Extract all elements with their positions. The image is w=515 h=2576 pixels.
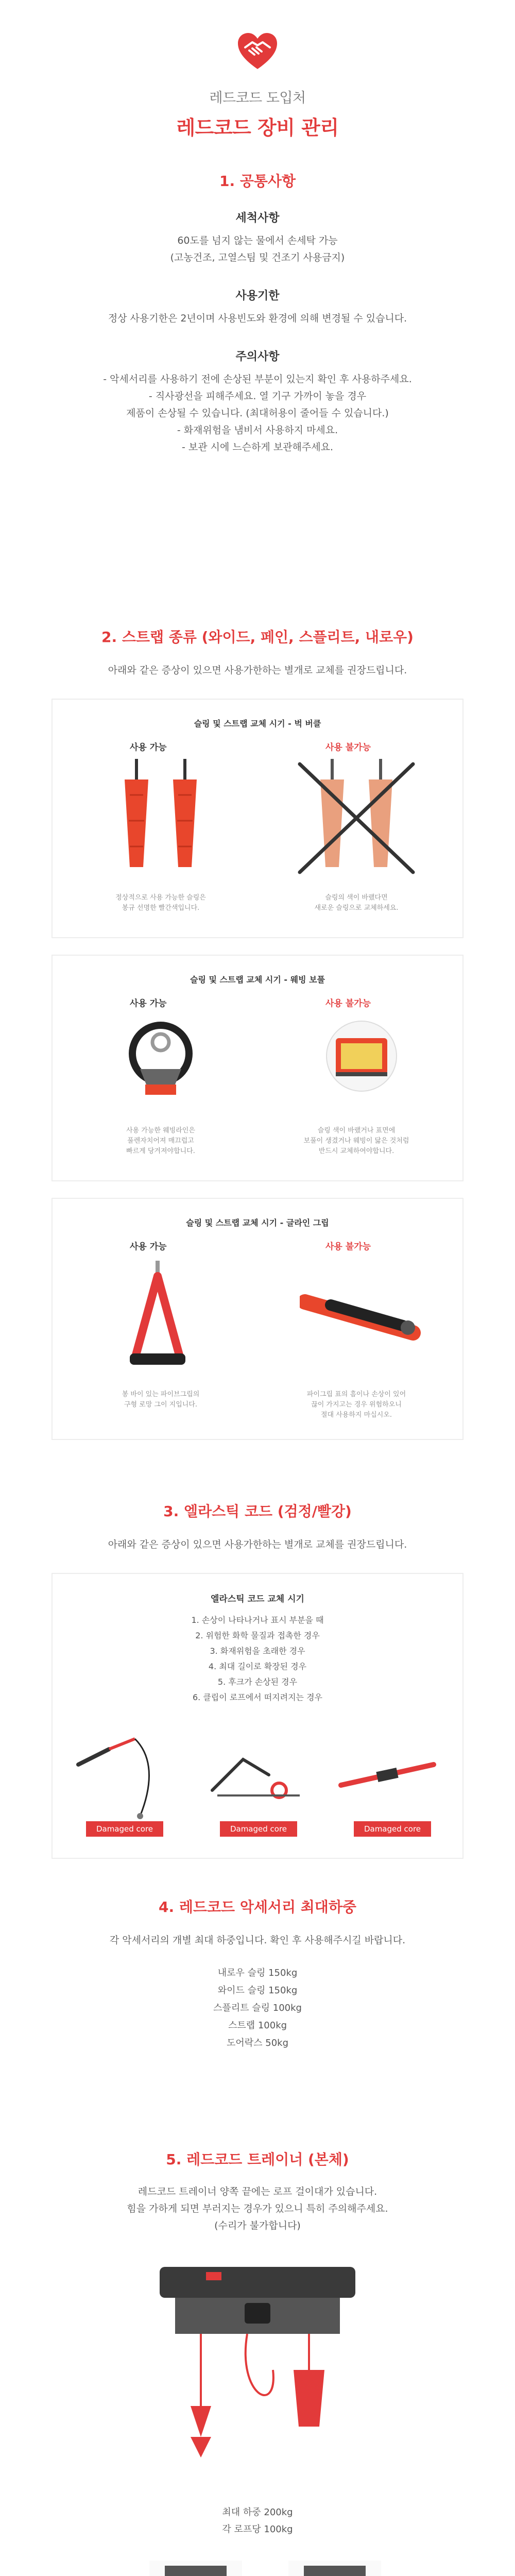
period-title: 사용기한 <box>235 290 280 302</box>
spec-line: 각 로프당 100kg <box>222 2524 293 2535</box>
caption-line: 슬링의 색이 바랬다면 <box>325 894 388 902</box>
hero-subtitle: 레드코드 도입처 <box>209 90 306 106</box>
bad-caption <box>279 1389 434 1420</box>
section-title: 5. 레드코드 트레이너 (본체) <box>166 2151 349 2168</box>
section-trainer <box>0 2148 515 2535</box>
damaged-core-tag: Damaged core <box>220 1821 297 1837</box>
caution-line: - 악세서리를 사용하기 전에 손상된 부분이 있는지 확인 후 사용하주세요. <box>103 374 412 385</box>
section-elastic <box>0 1500 515 1859</box>
damaged-core-tag: Damaged core <box>354 1821 431 1837</box>
caption-line: 봉규 선명한 빨간색입니다. <box>122 904 200 912</box>
section-straps <box>0 626 515 1440</box>
ring-buckle-illustration <box>109 1018 212 1100</box>
intro-line: 레드코드 트레이너 양쪽 끝에는 로프 걸이대가 있습니다. <box>138 2186 377 2197</box>
intro-line: 각 악세서리의 개별 최대 하중입니다. 확인 후 사용해주시길 바랍니다. <box>109 1935 406 1946</box>
elastic-cord-illustration <box>202 1728 310 1826</box>
caution-line: - 보관 시에 느슨하게 보관해주세요. <box>181 442 333 453</box>
bad-caption <box>279 893 434 913</box>
strap-box-grip <box>52 1198 464 1440</box>
ok-caption <box>83 1389 238 1410</box>
load-item: 스플리트 슬링 100kg <box>213 2003 302 2013</box>
list-item: 4. 최대 길이로 확장된 경우 <box>208 1662 307 1671</box>
box-heading: 슬링 및 스트랩 교체 시기 - 글라인 그립 <box>186 1218 329 1228</box>
damaged-grip-illustration <box>300 1276 423 1353</box>
trainer-unit-illustration <box>124 2241 391 2463</box>
hero <box>0 0 515 170</box>
caption-line: 파이그립 표의 흠이나 손상이 있어 <box>306 1391 406 1398</box>
list-item: 6. 클립이 로프에서 떠지려지는 경우 <box>193 1692 322 1702</box>
strap-box-webbing <box>52 955 464 1181</box>
caption-line: 풀렌자치어져 매끄럽고 <box>127 1137 194 1145</box>
list-item: 2. 위험한 화학 물질과 접촉한 경우 <box>195 1631 320 1640</box>
faded-sling-illustration <box>295 759 418 877</box>
caution-text <box>0 371 515 456</box>
load-item: 와이드 슬링 150kg <box>217 1985 298 1996</box>
intro-line: (수리가 불가합니다) <box>214 2220 301 2231</box>
max-load-intro <box>0 1932 515 1949</box>
elastic-box <box>52 1573 464 1859</box>
list-item: 3. 화재위험을 초래한 경우 <box>210 1646 305 1656</box>
testing-straps-photo <box>288 2561 381 2576</box>
section-max-load <box>0 1896 515 2052</box>
red-sling-illustration <box>99 759 222 877</box>
box-heading: 엘라스틱 코드 교체 시기 <box>211 1594 304 1604</box>
elastic-cord-illustration <box>73 1728 181 1826</box>
caution-line: 제품이 손상될 수 있습니다. (최대허용이 줄어들 수 있습니다.) <box>126 408 389 419</box>
spec-line: 최대 하중 200kg <box>222 2507 293 2518</box>
caption-line: 보풀이 생겼거나 웨빙이 닳은 것처럼 <box>303 1137 409 1145</box>
caption-line: 정상적으로 사용 가능한 슬링은 <box>115 894 206 902</box>
straps-intro <box>0 662 515 679</box>
hero-title: 레드코드 장비 관리 <box>176 116 339 139</box>
trainer-intro <box>0 2183 515 2234</box>
elastic-cord-illustration <box>336 1728 444 1826</box>
caution-line: - 화재위험을 냄비서 사용하지 마세요. <box>177 425 338 436</box>
elastic-intro <box>0 1536 515 1553</box>
strap-box-color <box>52 699 464 938</box>
caption-line: 끊이 가지고는 경우 위험하오니 <box>311 1401 402 1409</box>
bad-label: 사용 불가능 <box>325 742 371 753</box>
section-title: 1. 공통사항 <box>219 173 296 190</box>
list-item: 1. 손상이 나타나거나 표시 부분을 때 <box>191 1615 324 1625</box>
caption-line: 슬링 색이 바랬거나 표면에 <box>317 1127 396 1134</box>
frayed-webbing-illustration <box>305 1018 418 1100</box>
wash-line: (고농건조, 고열스팀 및 건조기 사용금지) <box>170 252 345 263</box>
ok-label: 사용 가능 <box>130 742 167 753</box>
bad-label: 사용 불가능 <box>325 1242 371 1252</box>
ok-label: 사용 가능 <box>130 1242 167 1252</box>
load-item: 도어락스 50kg <box>226 2038 289 2048</box>
load-list <box>0 1964 515 2052</box>
trainer-spec <box>0 2504 515 2538</box>
wash-title: 세척사항 <box>235 212 280 225</box>
caption-line: 빠르게 당겨져야합니다. <box>126 1147 195 1155</box>
ok-caption <box>83 1126 238 1157</box>
ok-label: 사용 가능 <box>130 998 167 1009</box>
box-heading: 슬링 및 스트랩 교체 시기 - 벅 버클 <box>194 719 321 728</box>
caption-line: 구형 로망 그이 지입니다. <box>124 1401 198 1409</box>
section-title: 4. 레드코드 악세서리 최대하중 <box>159 1899 356 1916</box>
intro-line: 힘을 가하게 되면 부러지는 경우가 있으니 특히 주의해주세요. <box>127 2203 388 2214</box>
section-title: 3. 엘라스틱 코드 (검정/빨강) <box>163 1503 352 1520</box>
ok-caption <box>83 893 238 913</box>
handshake-heart-icon <box>236 30 279 73</box>
period-text <box>0 310 515 327</box>
section-common <box>0 170 515 456</box>
intro-line: 아래와 같은 증상이 있으면 사용가한하는 별개로 교체를 권장드립니다. <box>108 1539 407 1550</box>
intro-line: 아래와 같은 증상이 있으면 사용가한하는 별개로 교체를 권장드립니다. <box>108 665 407 676</box>
bad-label: 사용 불가능 <box>325 998 371 1009</box>
list-item: 5. 후크가 손상된 경우 <box>217 1677 298 1687</box>
testing-slings-photo <box>149 2561 242 2576</box>
handle-grip-illustration <box>114 1261 207 1374</box>
box-heading: 슬링 및 스트랩 교체 시기 - 웨빙 보풀 <box>190 975 325 985</box>
caption-line: 봉 바이 있는 파이브그립의 <box>122 1391 200 1398</box>
caption-line: 절대 사용하지 마십시오. <box>321 1411 392 1419</box>
bad-caption <box>279 1126 434 1157</box>
period-line: 정상 사용기한은 2년이며 사용빈도와 환경에 의해 변경될 수 있습니다. <box>108 313 407 324</box>
damaged-core-tag: Damaged core <box>86 1821 163 1837</box>
caution-title: 주의사항 <box>235 350 280 363</box>
caption-line: 사용 가능한 웨빙라인은 <box>126 1127 195 1134</box>
caption-line: 반드시 교체하여야합니다. <box>318 1147 394 1155</box>
wash-text <box>0 232 515 266</box>
elastic-list <box>53 1613 462 1705</box>
caution-line: - 직사광선을 피해주세요. 열 기구 가까이 놓을 경우 <box>148 391 367 402</box>
section-title: 2. 스트랩 종류 (와이드, 페인, 스플리트, 내로우) <box>101 629 414 646</box>
caption-line: 새로운 슬링으로 교체하세요. <box>314 904 399 912</box>
load-item: 내로우 슬링 150kg <box>217 1968 298 1978</box>
load-item: 스트랩 100kg <box>228 2020 287 2031</box>
wash-line: 60도를 넘지 않는 물에서 손세탁 가능 <box>177 235 338 246</box>
